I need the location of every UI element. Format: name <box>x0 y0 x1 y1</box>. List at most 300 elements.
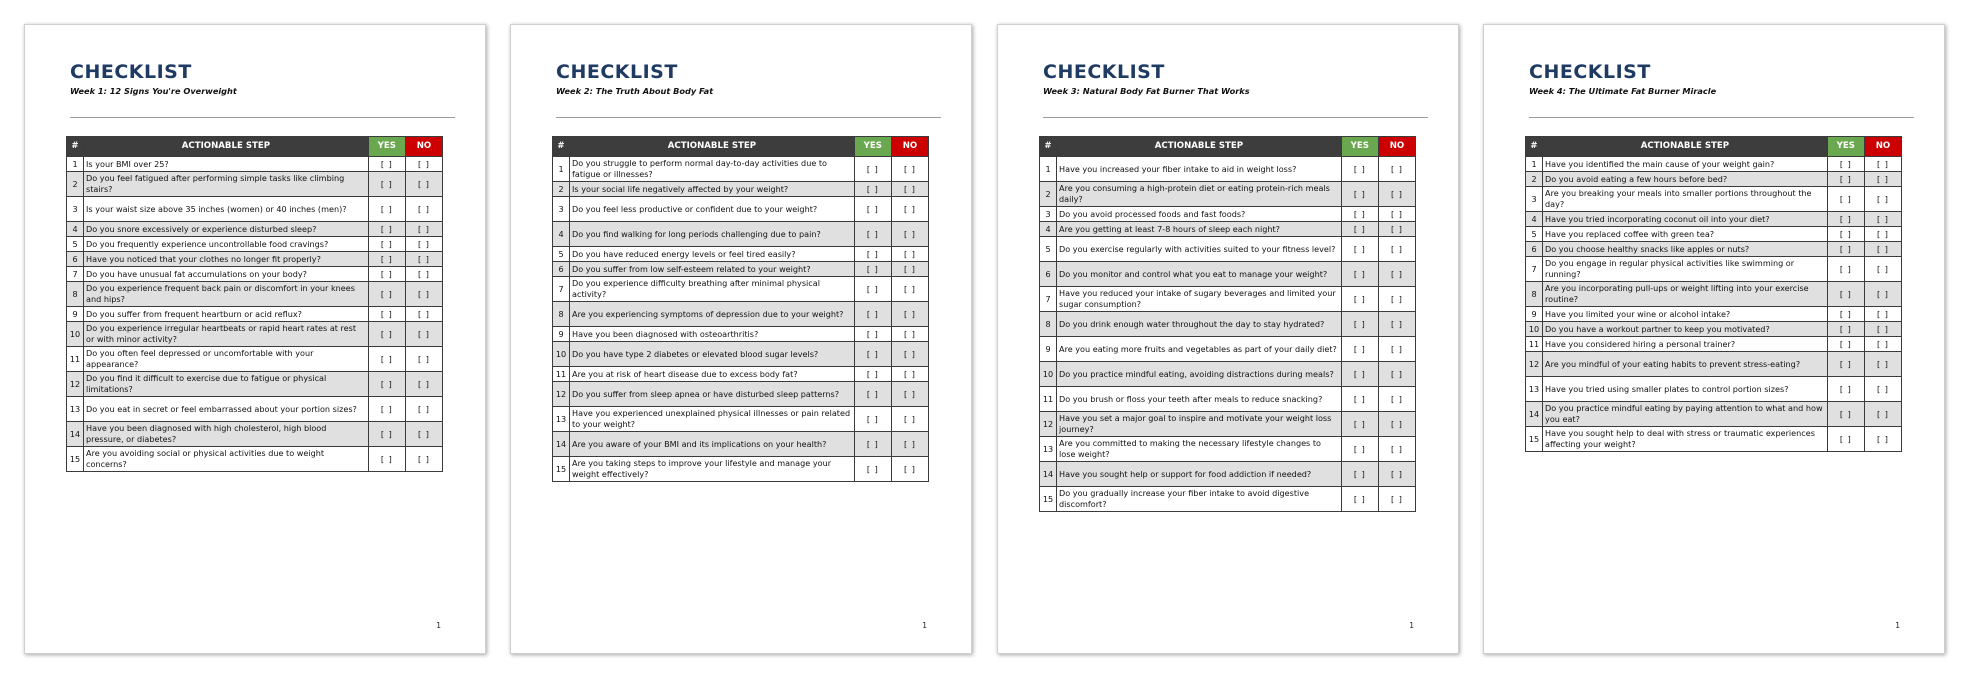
table-row <box>553 382 929 407</box>
actionable-step-text: Do you brush or floss your teeth after meals to reduce snacking? <box>1057 387 1342 412</box>
actionable-step-text: Do you find walking for long periods challenging due to pain? <box>570 222 855 247</box>
yes-checkbox[interactable]: [ ] <box>368 397 405 422</box>
page-number: 1 <box>1409 621 1414 630</box>
checklist-table <box>1039 136 1416 512</box>
yes-checkbox[interactable]: [ ] <box>1341 487 1378 512</box>
table-row <box>1040 312 1416 337</box>
row-number: 14 <box>67 422 84 447</box>
no-checkbox[interactable]: [ ] <box>405 267 442 282</box>
column-header-number: # <box>553 137 570 157</box>
no-checkbox[interactable]: [ ] <box>1864 157 1901 172</box>
actionable-step-text: Have you experienced unexplained physical illnesses or pain related to your weight? <box>570 407 855 432</box>
table-row <box>1526 157 1902 172</box>
column-header-yes: YES <box>368 137 405 157</box>
yes-checkbox[interactable]: [ ] <box>1827 427 1864 452</box>
yes-checkbox[interactable]: [ ] <box>854 342 891 367</box>
row-number: 2 <box>553 182 570 197</box>
actionable-step-text: Are you getting at least 7-8 hours of sleep each night? <box>1057 222 1342 237</box>
row-number: 3 <box>1526 187 1543 212</box>
table-row <box>67 252 443 267</box>
no-checkbox[interactable]: [ ] <box>1378 207 1415 222</box>
row-number: 15 <box>1526 427 1543 452</box>
no-checkbox[interactable]: [ ] <box>1378 287 1415 312</box>
no-checkbox[interactable]: [ ] <box>1864 427 1901 452</box>
yes-checkbox[interactable]: [ ] <box>854 157 891 182</box>
no-checkbox[interactable]: [ ] <box>1378 362 1415 387</box>
table-row <box>67 322 443 347</box>
no-checkbox[interactable]: [ ] <box>1378 437 1415 462</box>
table-row <box>553 327 929 342</box>
table-row <box>67 172 443 197</box>
column-header-no: NO <box>1864 137 1901 157</box>
yes-checkbox[interactable]: [ ] <box>1341 287 1378 312</box>
table-row <box>553 247 929 262</box>
table-row <box>553 342 929 367</box>
actionable-step-text: Are you taking steps to improve your lifestyle and manage your weight effectively? <box>570 457 855 482</box>
yes-checkbox[interactable]: [ ] <box>1827 242 1864 257</box>
actionable-step-text: Are you committed to making the necessary lifestyle changes to lose weight? <box>1057 437 1342 462</box>
no-checkbox[interactable]: [ ] <box>1864 322 1901 337</box>
table-row <box>1040 412 1416 437</box>
column-header-yes: YES <box>854 137 891 157</box>
actionable-step-text: Do you practice mindful eating by paying attention to what and how you eat? <box>1543 402 1828 427</box>
yes-checkbox[interactable]: [ ] <box>1827 227 1864 242</box>
table-row <box>1526 282 1902 307</box>
no-checkbox[interactable]: [ ] <box>1864 172 1901 187</box>
column-header-number: # <box>67 137 84 157</box>
no-checkbox[interactable]: [ ] <box>891 432 928 457</box>
row-number: 11 <box>1526 337 1543 352</box>
row-number: 7 <box>1526 257 1543 282</box>
page-title: CHECKLIST <box>70 61 192 83</box>
no-checkbox[interactable]: [ ] <box>891 157 928 182</box>
yes-checkbox[interactable]: [ ] <box>1341 312 1378 337</box>
no-checkbox[interactable]: [ ] <box>405 372 442 397</box>
yes-checkbox[interactable]: [ ] <box>368 282 405 307</box>
yes-checkbox[interactable]: [ ] <box>1827 377 1864 402</box>
row-number: 6 <box>1040 262 1057 287</box>
page-number: 1 <box>1895 621 1900 630</box>
row-number: 7 <box>67 267 84 282</box>
row-number: 3 <box>1040 207 1057 222</box>
no-checkbox[interactable]: [ ] <box>1864 337 1901 352</box>
table-row <box>67 197 443 222</box>
actionable-step-text: Do you choose healthy snacks like apples or nuts? <box>1543 242 1828 257</box>
actionable-step-text: Is your social life negatively affected by your weight? <box>570 182 855 197</box>
yes-checkbox[interactable]: [ ] <box>1827 157 1864 172</box>
yes-checkbox[interactable]: [ ] <box>368 237 405 252</box>
no-checkbox[interactable]: [ ] <box>1378 487 1415 512</box>
page-subtitle: Week 3: Natural Body Fat Burner That Works <box>1043 86 1250 96</box>
table-row <box>1040 462 1416 487</box>
yes-checkbox[interactable]: [ ] <box>1827 282 1864 307</box>
no-checkbox[interactable]: [ ] <box>891 247 928 262</box>
row-number: 14 <box>1526 402 1543 427</box>
table-row <box>553 262 929 277</box>
yes-checkbox[interactable]: [ ] <box>1827 402 1864 427</box>
page-subtitle: Week 1: 12 Signs You're Overweight <box>70 86 237 96</box>
row-number: 7 <box>1040 287 1057 312</box>
page-title: CHECKLIST <box>556 61 678 83</box>
actionable-step-text: Have you noticed that your clothes no longer fit properly? <box>84 252 369 267</box>
no-checkbox[interactable]: [ ] <box>405 322 442 347</box>
row-number: 9 <box>67 307 84 322</box>
yes-checkbox[interactable]: [ ] <box>854 197 891 222</box>
yes-checkbox[interactable]: [ ] <box>1341 237 1378 262</box>
yes-checkbox[interactable]: [ ] <box>854 182 891 197</box>
row-number: 8 <box>553 302 570 327</box>
row-number: 6 <box>553 262 570 277</box>
page-title: CHECKLIST <box>1043 61 1165 83</box>
table-row <box>553 182 929 197</box>
table-row <box>1040 387 1416 412</box>
yes-checkbox[interactable]: [ ] <box>1341 262 1378 287</box>
column-header-number: # <box>1526 137 1543 157</box>
table-row <box>1040 222 1416 237</box>
actionable-step-text: Are you breaking your meals into smaller portions throughout the day? <box>1543 187 1828 212</box>
row-number: 10 <box>67 322 84 347</box>
actionable-step-text: Do you experience irregular heartbeats or rapid heart rates at rest or with minor activity? <box>84 322 369 347</box>
table-row <box>1526 377 1902 402</box>
row-number: 2 <box>1040 182 1057 207</box>
column-header-yes: YES <box>1827 137 1864 157</box>
no-checkbox[interactable]: [ ] <box>1864 352 1901 377</box>
table-row <box>553 302 929 327</box>
no-checkbox[interactable]: [ ] <box>1864 227 1901 242</box>
row-number: 1 <box>553 157 570 182</box>
actionable-step-text: Have you increased your fiber intake to aid in weight loss? <box>1057 157 1342 182</box>
actionable-step-text: Do you frequently experience uncontrollable food cravings? <box>84 237 369 252</box>
no-checkbox[interactable]: [ ] <box>891 457 928 482</box>
yes-checkbox[interactable]: [ ] <box>854 367 891 382</box>
yes-checkbox[interactable]: [ ] <box>854 407 891 432</box>
no-checkbox[interactable]: [ ] <box>405 222 442 237</box>
no-checkbox[interactable]: [ ] <box>405 447 442 472</box>
table-row <box>1526 187 1902 212</box>
yes-checkbox[interactable]: [ ] <box>368 422 405 447</box>
page-number: 1 <box>922 621 927 630</box>
table-row <box>553 222 929 247</box>
checklist-page-week-2 <box>510 24 972 654</box>
yes-checkbox[interactable]: [ ] <box>368 307 405 322</box>
column-header-no: NO <box>891 137 928 157</box>
row-number: 3 <box>67 197 84 222</box>
table-row <box>1040 287 1416 312</box>
row-number: 4 <box>1040 222 1057 237</box>
row-number: 1 <box>1040 157 1057 182</box>
page-subtitle: Week 4: The Ultimate Fat Burner Miracle <box>1529 86 1717 96</box>
no-checkbox[interactable]: [ ] <box>405 397 442 422</box>
column-header-actionable-step: ACTIONABLE STEP <box>1057 137 1342 157</box>
yes-checkbox[interactable]: [ ] <box>854 327 891 342</box>
no-checkbox[interactable]: [ ] <box>891 382 928 407</box>
actionable-step-text: Is your BMI over 25? <box>84 157 369 172</box>
yes-checkbox[interactable]: [ ] <box>1827 187 1864 212</box>
table-row <box>553 197 929 222</box>
no-checkbox[interactable]: [ ] <box>405 172 442 197</box>
table-row <box>67 282 443 307</box>
table-row <box>67 372 443 397</box>
yes-checkbox[interactable]: [ ] <box>1827 337 1864 352</box>
no-checkbox[interactable]: [ ] <box>1864 377 1901 402</box>
no-checkbox[interactable]: [ ] <box>1378 157 1415 182</box>
no-checkbox[interactable]: [ ] <box>405 282 442 307</box>
no-checkbox[interactable]: [ ] <box>1378 412 1415 437</box>
no-checkbox[interactable]: [ ] <box>891 367 928 382</box>
actionable-step-text: Do you struggle to perform normal day-to-day activities due to fatigue or illnesses? <box>570 157 855 182</box>
column-header-actionable-step: ACTIONABLE STEP <box>84 137 369 157</box>
actionable-step-text: Do you drink enough water throughout the day to stay hydrated? <box>1057 312 1342 337</box>
actionable-step-text: Do you experience frequent back pain or discomfort in your knees and hips? <box>84 282 369 307</box>
checklist-page-week-3 <box>997 24 1459 654</box>
no-checkbox[interactable]: [ ] <box>405 252 442 267</box>
page-title: CHECKLIST <box>1529 61 1651 83</box>
yes-checkbox[interactable]: [ ] <box>1341 437 1378 462</box>
yes-checkbox[interactable]: [ ] <box>854 302 891 327</box>
yes-checkbox[interactable]: [ ] <box>1341 362 1378 387</box>
no-checkbox[interactable]: [ ] <box>1378 462 1415 487</box>
yes-checkbox[interactable]: [ ] <box>368 372 405 397</box>
table-row <box>1040 237 1416 262</box>
yes-checkbox[interactable]: [ ] <box>368 157 405 172</box>
checklist-table <box>1525 136 1902 452</box>
actionable-step-text: Have you identified the main cause of your weight gain? <box>1543 157 1828 172</box>
actionable-step-text: Do you feel fatigued after performing simple tasks like climbing stairs? <box>84 172 369 197</box>
row-number: 2 <box>67 172 84 197</box>
column-header-no: NO <box>1378 137 1415 157</box>
row-number: 13 <box>67 397 84 422</box>
checklist-table <box>552 136 929 482</box>
yes-checkbox[interactable]: [ ] <box>1341 222 1378 237</box>
no-checkbox[interactable]: [ ] <box>1378 312 1415 337</box>
row-number: 3 <box>553 197 570 222</box>
actionable-step-text: Have you been diagnosed with osteoarthritis? <box>570 327 855 342</box>
no-checkbox[interactable]: [ ] <box>1378 222 1415 237</box>
actionable-step-text: Do you have unusual fat accumulations on your body? <box>84 267 369 282</box>
no-checkbox[interactable]: [ ] <box>1864 307 1901 322</box>
row-number: 9 <box>1526 307 1543 322</box>
actionable-step-text: Are you at risk of heart disease due to excess body fat? <box>570 367 855 382</box>
actionable-step-text: Have you tried incorporating coconut oil into your diet? <box>1543 212 1828 227</box>
yes-checkbox[interactable]: [ ] <box>1827 212 1864 227</box>
actionable-step-text: Do you have a workout partner to keep you motivated? <box>1543 322 1828 337</box>
table-row <box>553 157 929 182</box>
no-checkbox[interactable]: [ ] <box>405 422 442 447</box>
table-row <box>1526 227 1902 242</box>
no-checkbox[interactable]: [ ] <box>1378 337 1415 362</box>
no-checkbox[interactable]: [ ] <box>405 157 442 172</box>
row-number: 8 <box>1526 282 1543 307</box>
no-checkbox[interactable]: [ ] <box>891 407 928 432</box>
actionable-step-text: Are you aware of your BMI and its implications on your health? <box>570 432 855 457</box>
actionable-step-text: Have you considered hiring a personal trainer? <box>1543 337 1828 352</box>
yes-checkbox[interactable]: [ ] <box>1827 307 1864 322</box>
table-row <box>67 447 443 472</box>
row-number: 13 <box>1040 437 1057 462</box>
actionable-step-text: Do you experience difficulty breathing after minimal physical activity? <box>570 277 855 302</box>
table-row <box>1040 437 1416 462</box>
row-number: 12 <box>553 382 570 407</box>
no-checkbox[interactable]: [ ] <box>1378 262 1415 287</box>
actionable-step-text: Have you set a major goal to inspire and motivate your weight loss journey? <box>1057 412 1342 437</box>
actionable-step-text: Have you tried using smaller plates to control portion sizes? <box>1543 377 1828 402</box>
row-number: 12 <box>1526 352 1543 377</box>
table-row <box>67 347 443 372</box>
row-number: 11 <box>553 367 570 382</box>
row-number: 10 <box>1526 322 1543 337</box>
row-number: 15 <box>67 447 84 472</box>
yes-checkbox[interactable]: [ ] <box>1827 172 1864 187</box>
table-row <box>1040 362 1416 387</box>
divider <box>556 117 941 118</box>
actionable-step-text: Do you eat in secret or feel embarrassed about your portion sizes? <box>84 397 369 422</box>
no-checkbox[interactable]: [ ] <box>1378 387 1415 412</box>
yes-checkbox[interactable]: [ ] <box>368 322 405 347</box>
yes-checkbox[interactable]: [ ] <box>368 252 405 267</box>
table-row <box>67 237 443 252</box>
no-checkbox[interactable]: [ ] <box>1378 182 1415 207</box>
row-number: 6 <box>67 252 84 267</box>
yes-checkbox[interactable]: [ ] <box>368 347 405 372</box>
row-number: 5 <box>67 237 84 252</box>
column-header-no: NO <box>405 137 442 157</box>
yes-checkbox[interactable]: [ ] <box>368 447 405 472</box>
row-number: 8 <box>1040 312 1057 337</box>
no-checkbox[interactable]: [ ] <box>1864 257 1901 282</box>
column-header-actionable-step: ACTIONABLE STEP <box>570 137 855 157</box>
row-number: 9 <box>553 327 570 342</box>
no-checkbox[interactable]: [ ] <box>891 302 928 327</box>
page-subtitle: Week 2: The Truth About Body Fat <box>556 86 714 96</box>
no-checkbox[interactable]: [ ] <box>1864 242 1901 257</box>
row-number: 13 <box>553 407 570 432</box>
table-row <box>67 267 443 282</box>
yes-checkbox[interactable]: [ ] <box>1341 182 1378 207</box>
table-row <box>1526 257 1902 282</box>
actionable-step-text: Do you find it difficult to exercise due to fatigue or physical limitations? <box>84 372 369 397</box>
actionable-step-text: Are you consuming a high-protein diet or eating protein-rich meals daily? <box>1057 182 1342 207</box>
yes-checkbox[interactable]: [ ] <box>854 277 891 302</box>
yes-checkbox[interactable]: [ ] <box>368 172 405 197</box>
row-number: 13 <box>1526 377 1543 402</box>
no-checkbox[interactable]: [ ] <box>405 197 442 222</box>
row-number: 12 <box>67 372 84 397</box>
actionable-step-text: Are you experiencing symptoms of depression due to your weight? <box>570 302 855 327</box>
row-number: 4 <box>67 222 84 237</box>
no-checkbox[interactable]: [ ] <box>891 277 928 302</box>
yes-checkbox[interactable]: [ ] <box>1827 322 1864 337</box>
actionable-step-text: Do you exercise regularly with activities suited to your fitness level? <box>1057 237 1342 262</box>
yes-checkbox[interactable]: [ ] <box>854 382 891 407</box>
table-row <box>1526 337 1902 352</box>
table-row <box>1040 262 1416 287</box>
actionable-step-text: Do you engage in regular physical activities like swimming or running? <box>1543 257 1828 282</box>
actionable-step-text: Are you mindful of your eating habits to prevent stress-eating? <box>1543 352 1828 377</box>
table-row <box>553 407 929 432</box>
row-number: 5 <box>553 247 570 262</box>
yes-checkbox[interactable]: [ ] <box>1341 207 1378 222</box>
actionable-step-text: Are you avoiding social or physical activities due to weight concerns? <box>84 447 369 472</box>
row-number: 10 <box>553 342 570 367</box>
yes-checkbox[interactable]: [ ] <box>368 197 405 222</box>
actionable-step-text: Do you suffer from low self-esteem related to your weight? <box>570 262 855 277</box>
table-row <box>1526 352 1902 377</box>
actionable-step-text: Do you practice mindful eating, avoiding distractions during meals? <box>1057 362 1342 387</box>
no-checkbox[interactable]: [ ] <box>891 182 928 197</box>
row-number: 5 <box>1526 227 1543 242</box>
no-checkbox[interactable]: [ ] <box>405 237 442 252</box>
yes-checkbox[interactable]: [ ] <box>854 262 891 277</box>
no-checkbox[interactable]: [ ] <box>891 262 928 277</box>
table-row <box>67 422 443 447</box>
checklist-table <box>66 136 443 472</box>
divider <box>70 117 455 118</box>
row-number: 4 <box>1526 212 1543 227</box>
row-number: 8 <box>67 282 84 307</box>
yes-checkbox[interactable]: [ ] <box>854 247 891 262</box>
divider <box>1043 117 1428 118</box>
actionable-step-text: Do you suffer from frequent heartburn or acid reflux? <box>84 307 369 322</box>
table-row <box>1526 427 1902 452</box>
no-checkbox[interactable]: [ ] <box>1864 187 1901 212</box>
no-checkbox[interactable]: [ ] <box>1864 402 1901 427</box>
yes-checkbox[interactable]: [ ] <box>854 222 891 247</box>
row-number: 11 <box>1040 387 1057 412</box>
yes-checkbox[interactable]: [ ] <box>1341 157 1378 182</box>
no-checkbox[interactable]: [ ] <box>891 342 928 367</box>
no-checkbox[interactable]: [ ] <box>1864 212 1901 227</box>
no-checkbox[interactable]: [ ] <box>1864 282 1901 307</box>
row-number: 9 <box>1040 337 1057 362</box>
no-checkbox[interactable]: [ ] <box>405 347 442 372</box>
actionable-step-text: Do you feel less productive or confident due to your weight? <box>570 197 855 222</box>
no-checkbox[interactable]: [ ] <box>891 197 928 222</box>
no-checkbox[interactable]: [ ] <box>891 222 928 247</box>
yes-checkbox[interactable]: [ ] <box>1341 337 1378 362</box>
yes-checkbox[interactable]: [ ] <box>1827 352 1864 377</box>
table-row <box>67 222 443 237</box>
checklist-page-week-4 <box>1483 24 1945 654</box>
yes-checkbox[interactable]: [ ] <box>368 267 405 282</box>
actionable-step-text: Have you reduced your intake of sugary beverages and limited your sugar consumption? <box>1057 287 1342 312</box>
row-number: 14 <box>1040 462 1057 487</box>
table-row <box>553 457 929 482</box>
table-row <box>67 397 443 422</box>
no-checkbox[interactable]: [ ] <box>1378 237 1415 262</box>
row-number: 11 <box>67 347 84 372</box>
row-number: 7 <box>553 277 570 302</box>
no-checkbox[interactable]: [ ] <box>405 307 442 322</box>
row-number: 5 <box>1040 237 1057 262</box>
yes-checkbox[interactable]: [ ] <box>1827 257 1864 282</box>
table-row <box>1040 182 1416 207</box>
table-row <box>553 277 929 302</box>
table-row <box>1526 212 1902 227</box>
yes-checkbox[interactable]: [ ] <box>1341 412 1378 437</box>
yes-checkbox[interactable]: [ ] <box>1341 387 1378 412</box>
yes-checkbox[interactable]: [ ] <box>854 457 891 482</box>
yes-checkbox[interactable]: [ ] <box>368 222 405 237</box>
yes-checkbox[interactable]: [ ] <box>854 432 891 457</box>
table-row <box>67 307 443 322</box>
table-row <box>1040 337 1416 362</box>
yes-checkbox[interactable]: [ ] <box>1341 462 1378 487</box>
column-header-number: # <box>1040 137 1057 157</box>
row-number: 14 <box>553 432 570 457</box>
actionable-step-text: Have you limited your wine or alcohol intake? <box>1543 307 1828 322</box>
no-checkbox[interactable]: [ ] <box>891 327 928 342</box>
table-row <box>1526 322 1902 337</box>
